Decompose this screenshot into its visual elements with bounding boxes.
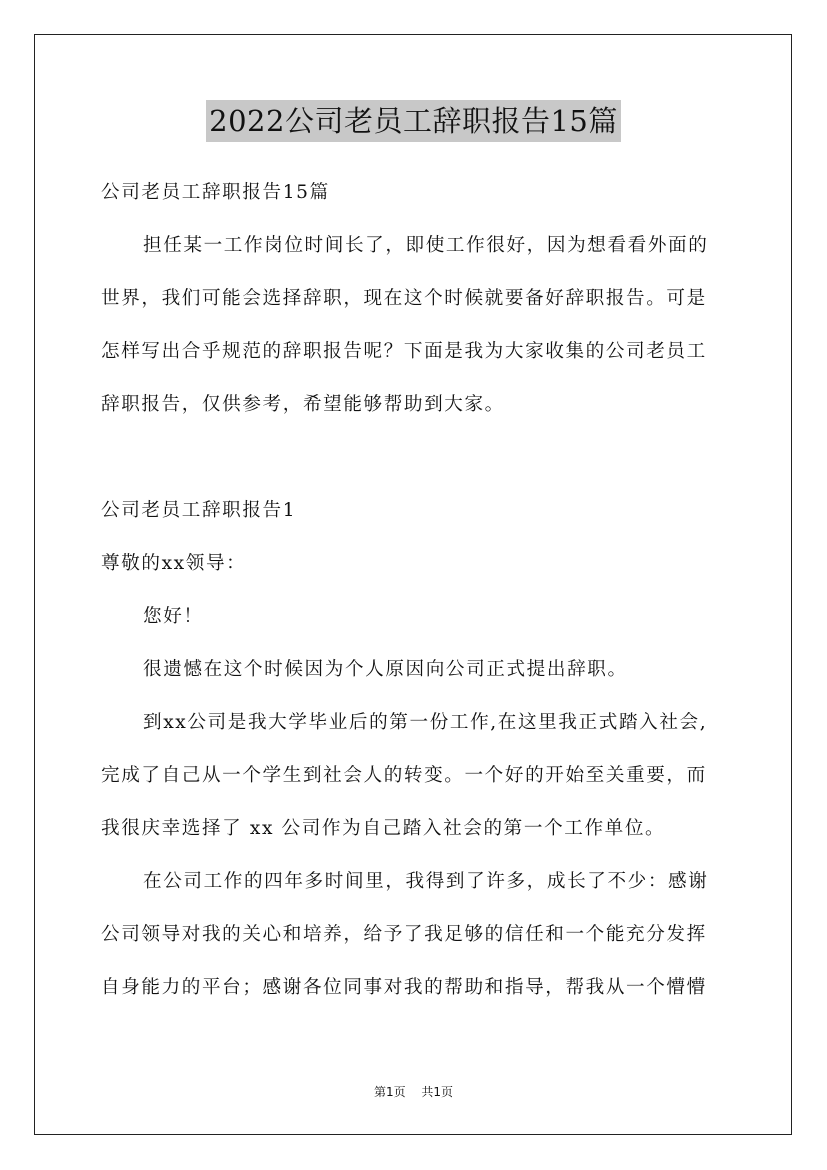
paragraph-1: 很遗憾在这个时候因为个人原因向公司正式提出辞职。 <box>143 659 628 680</box>
paragraph-2-line: 完成了自己从一个学生到社会人的转变。一个好的开始至关重要，而 <box>101 765 707 786</box>
document-body <box>101 172 729 1020</box>
intro-line: 辞职报告，仅供参考，希望能够帮助到大家。 <box>101 394 505 415</box>
paragraph-3-line: 公司领导对我的关心和培养，给予了我足够的信任和一个能充分发挥 <box>101 924 707 945</box>
salutation: 尊敬的xx领导： <box>101 553 247 574</box>
document-title: 2022公司老员工辞职报告15篇 <box>206 100 621 142</box>
intro-line: 世界，我们可能会选择辞职，现在这个时候就要备好辞职报告。可是 <box>101 288 707 309</box>
page-total: 共1页 <box>421 1085 454 1099</box>
intro-line: 怎样写出合乎规范的辞职报告呢？下面是我为大家收集的公司老员工 <box>101 341 707 362</box>
intro-line: 担任某一工作岗位时间长了，即使工作很好，因为想看看外面的 <box>143 235 709 256</box>
title-container <box>0 100 827 142</box>
spacer <box>101 437 729 490</box>
section-heading: 公司老员工辞职报告1 <box>101 500 297 521</box>
paragraph-2-line: 我很庆幸选择了 xx 公司作为自己踏入社会的第一个工作单位。 <box>101 818 666 839</box>
greeting: 您好！ <box>143 606 204 627</box>
page-footer <box>0 1083 827 1100</box>
page-number: 第1页 <box>373 1085 406 1099</box>
paragraph-3-line: 在公司工作的四年多时间里，我得到了许多，成长了不少：感谢 <box>143 871 709 892</box>
paragraph-2-line: 到xx公司是我大学毕业后的第一份工作,在这里我正式踏入社会, <box>143 712 708 733</box>
document-subtitle: 公司老员工辞职报告15篇 <box>101 182 330 203</box>
paragraph-3-line: 自身能力的平台；感谢各位同事对我的帮助和指导，帮我从一个懵懵 <box>101 977 707 998</box>
